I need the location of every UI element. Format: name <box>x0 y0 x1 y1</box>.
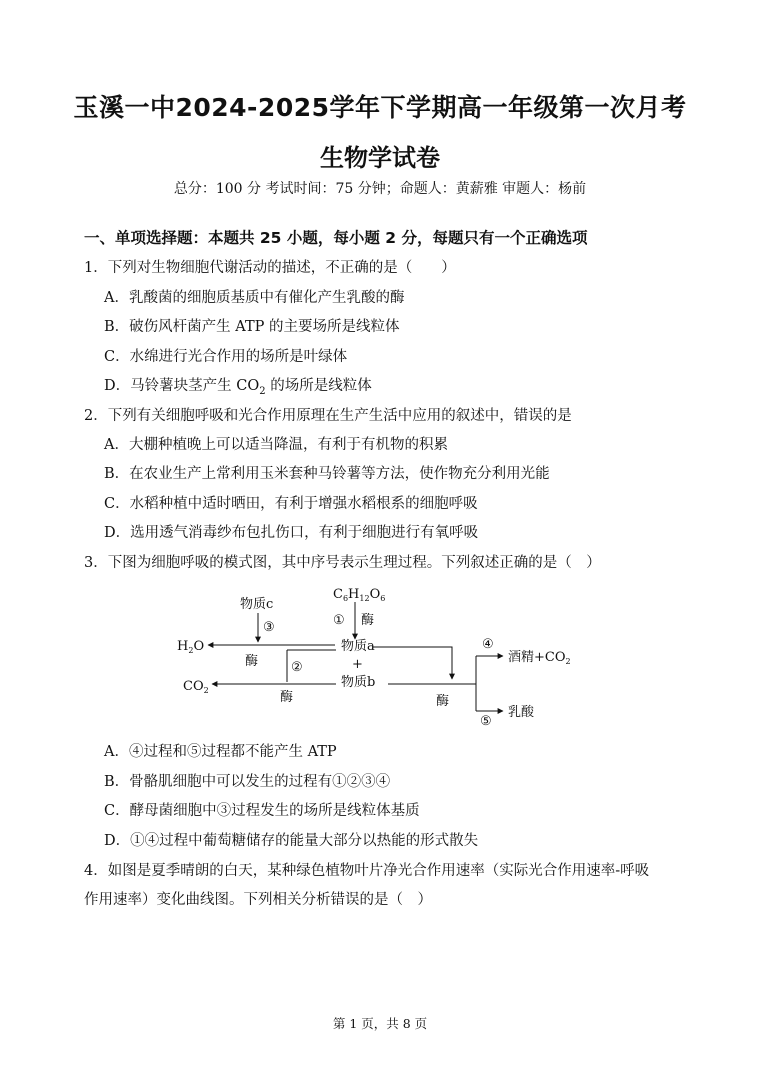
enzyme-label-3: 酶 <box>245 654 259 669</box>
option-d-text-end: 的场所是线粒体 <box>265 378 372 394</box>
enzyme-label-4: 酶 <box>436 694 450 709</box>
alcohol-label: 酒精$+CO_2$ <box>508 650 571 666</box>
question-2-stem: 2．下列有关细胞呼吸和光合作用原理在生产生活中应用的叙述中，错误的是 <box>84 408 572 424</box>
enzyme-label-1: 酶 <box>361 613 375 628</box>
glucose-label: $C_6H_{12}O_6$ <box>333 587 386 603</box>
question-4-stem-line2: 作用速率）变化曲线图。下列相关分析错误的是（ ） <box>84 892 432 908</box>
option-d-subscript: 2 <box>259 385 266 397</box>
h2o-label: $H_2O$ <box>177 639 205 655</box>
question-3-option-d: D．①④过程中葡萄糖储存的能量大部分以热能的形式散失 <box>104 833 479 849</box>
plus-sign: + <box>352 657 363 672</box>
step4-label: ④ <box>482 637 494 652</box>
co2-label: $CO_2$ <box>183 679 209 695</box>
question-4-stem-line1: 4．如图是夏季晴朗的白天，某种绿色植物叶片净光合作用速率（实际光合作用速率-呼吸 <box>84 863 650 879</box>
option-d-text: D．马铃薯块茎产生 CO <box>104 378 260 394</box>
question-3-option-a: A．④过程和⑤过程都不能产生 ATP <box>104 744 337 760</box>
substance-c-label: 物质c <box>240 597 274 612</box>
question-2-option-a: A．大棚种植晚上可以适当降温，有利于有机物的积累 <box>104 437 448 453</box>
exam-meta: 总分：100 分 考试时间：75 分钟；命题人：黄薪雅 审题人：杨前 <box>173 181 587 197</box>
question-1-stem: 1．下列对生物细胞代谢活动的描述，不正确的是（ ） <box>84 260 456 276</box>
section-heading: 一、单项选择题：本题共 25 小题，每小题 2 分，每题只有一个正确选项 <box>84 229 588 247</box>
question-1-option-c: C．水绵进行光合作用的场所是叶绿体 <box>104 349 348 365</box>
page-footer: 第 1 页，共 8 页 <box>332 1016 428 1031</box>
question-1-option-d <box>104 374 372 397</box>
question-2-option-c: C．水稻种植中适时晒田，有利于增强水稻根系的细胞呼吸 <box>104 496 478 512</box>
question-3-option-c: C．酵母菌细胞中③过程发生的场所是线粒体基质 <box>104 803 420 819</box>
question-3-option-b: B．骨骼肌细胞中可以发生的过程有①②③④ <box>104 774 391 790</box>
question-3-stem: 3．下图为细胞呼吸的模式图，其中序号表示生理过程。下列叙述正确的是（ ） <box>84 555 601 571</box>
lactic-label: 乳酸 <box>508 705 535 720</box>
arrow-to-anaerobic <box>372 647 452 679</box>
question-2-option-b: B．在农业生产上常利用玉米套种马铃薯等方法，使作物充分利用光能 <box>104 466 550 482</box>
exam-subtitle: 生物学试卷 <box>320 144 440 172</box>
step2-label: ② <box>291 660 303 675</box>
substance-b-label: 物质b <box>341 675 376 690</box>
substance-a-label: 物质a <box>341 639 375 654</box>
enzyme-label-2: 酶 <box>280 690 294 705</box>
exam-title: 玉溪一中2024-2025学年下学期高一年级第一次月考 <box>73 93 687 122</box>
respiration-diagram <box>0 580 760 740</box>
question-1-option-b: B．破伤风杆菌产生 ATP 的主要场所是线粒体 <box>104 319 400 335</box>
question-1-option-a: A．乳酸菌的细胞质基质中有催化产生乳酸的酶 <box>104 290 405 306</box>
step5-label: ⑤ <box>480 714 492 729</box>
step1-label: ① <box>333 613 345 628</box>
question-2-option-d: D．选用透气消毒纱布包扎伤口，有利于细胞进行有氧呼吸 <box>104 525 479 541</box>
step3-label: ③ <box>263 620 275 635</box>
